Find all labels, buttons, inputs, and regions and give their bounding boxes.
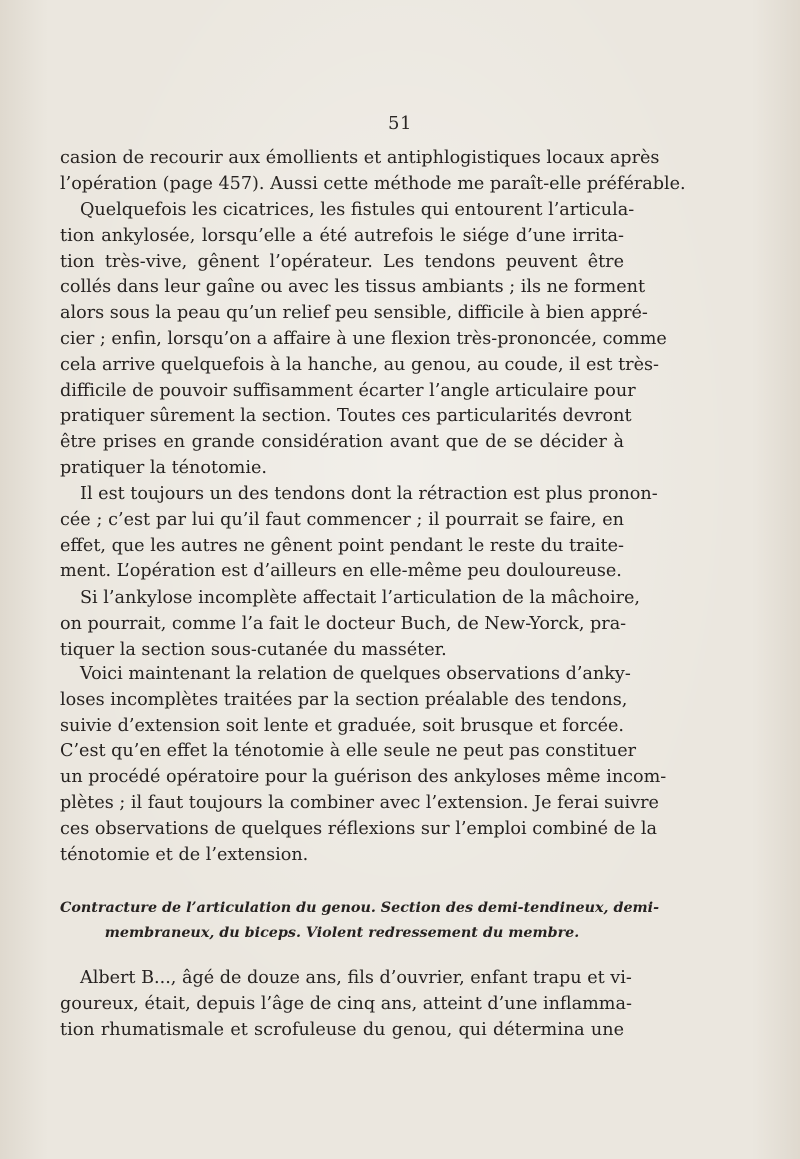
page-number: 51 <box>388 113 412 134</box>
text-line: suivie d’extension soit lente et graduée, soit brusque et forcée. <box>60 715 624 736</box>
text-line: l’opération (page 457). Aussi cette méthode me paraît-elle préférable. <box>60 173 686 194</box>
text-line: on pourrait, comme l’a fait le docteur Buch, de New-Yorck, pra- <box>60 613 627 634</box>
text-line: cier ; enfin, lorsqu’on a affaire à une flexion très-prononcée, comme <box>60 328 667 349</box>
paragraph-1 <box>60 146 686 198</box>
text-line: Quelquefois les cicatrices, les fistules qui entourent l’articula- <box>80 200 635 220</box>
heading-line: membraneux, du biceps. Violent redressement du membre. <box>104 925 580 941</box>
text-line: plètes ; il faut toujours la combiner avec l’extension. Je ferai suivre <box>60 792 659 813</box>
text-line: Voici maintenant la relation de quelques observations d’anky- <box>80 664 631 684</box>
text-line: cée ; c’est par lui qu’il faut commencer ; il pourrait se faire, en <box>60 509 624 530</box>
section-heading <box>60 896 660 946</box>
text-line: tion ankylosée, lorsqu’elle a été autrefois le siége d’une irrita- <box>60 225 624 246</box>
closing-paragraph <box>60 966 632 1043</box>
text-line: casion de recourir aux émollients et antiphlogistiques locaux après <box>60 148 660 168</box>
text-line: être prises en grande considération avant que de se décider à <box>60 432 624 453</box>
paragraph-4 <box>60 586 641 663</box>
text-line: collés dans leur gaîne ou avec les tissus ambiants ; ils ne forment <box>60 277 646 298</box>
text-line: difficile de pouvoir suffisamment écarter l’angle articulaire pour <box>60 380 636 401</box>
text-line: goureux, était, depuis l’âge de cinq ans, atteint d’une inflamma- <box>60 993 632 1014</box>
text-line: C’est qu’en effet la ténotomie à elle seule ne peut pas constituer <box>60 741 637 762</box>
text-line: tion rhumatismale et scrofuleuse du genou, qui détermina une <box>60 1019 624 1040</box>
text-line: tiquer la section sous-cutanée du masséter. <box>60 639 447 660</box>
text-line: Albert B..., âgé de douze ans, fils d’ouvrier, enfant trapu et vi- <box>80 968 632 988</box>
text-line: pratiquer sûrement la section. Toutes ces particularités devront <box>60 406 632 427</box>
text-line: tion très-vive, gênent l’opérateur. Les tendons peuvent être <box>60 251 624 272</box>
text-line: ténotomie et de l’extension. <box>60 844 309 865</box>
heading-line: Contracture de l’articulation du genou. Section des demi-tendineux, demi- <box>60 900 660 916</box>
paragraph-3 <box>60 482 658 585</box>
text-line: cela arrive quelquefois à la hanche, au genou, au coude, il est très- <box>60 354 659 375</box>
text-line: ment. L’opération est d’ailleurs en elle-même peu douloureuse. <box>60 561 622 582</box>
text-line: alors sous la peau qu’un relief peu sensible, difficile à bien appré- <box>60 303 648 324</box>
text-line: pratiquer la ténotomie. <box>60 457 267 478</box>
text-line: Il est toujours un des tendons dont la rétraction est plus pronon- <box>80 484 658 504</box>
paragraph-5 <box>60 662 667 868</box>
text-line: ces observations de quelques réflexions sur l’emploi combiné de la <box>60 818 657 839</box>
text-line: un procédé opératoire pour la guérison des ankyloses même incom- <box>60 767 667 788</box>
text-line: Si l’ankylose incomplète affectait l’articulation de la mâchoire, <box>80 588 641 608</box>
text-line: loses incomplètes traitées par la section préalable des tendons, <box>60 689 628 710</box>
paragraph-2 <box>60 198 667 482</box>
text-line: effet, que les autres ne gênent point pendant le reste du traite- <box>60 535 624 556</box>
